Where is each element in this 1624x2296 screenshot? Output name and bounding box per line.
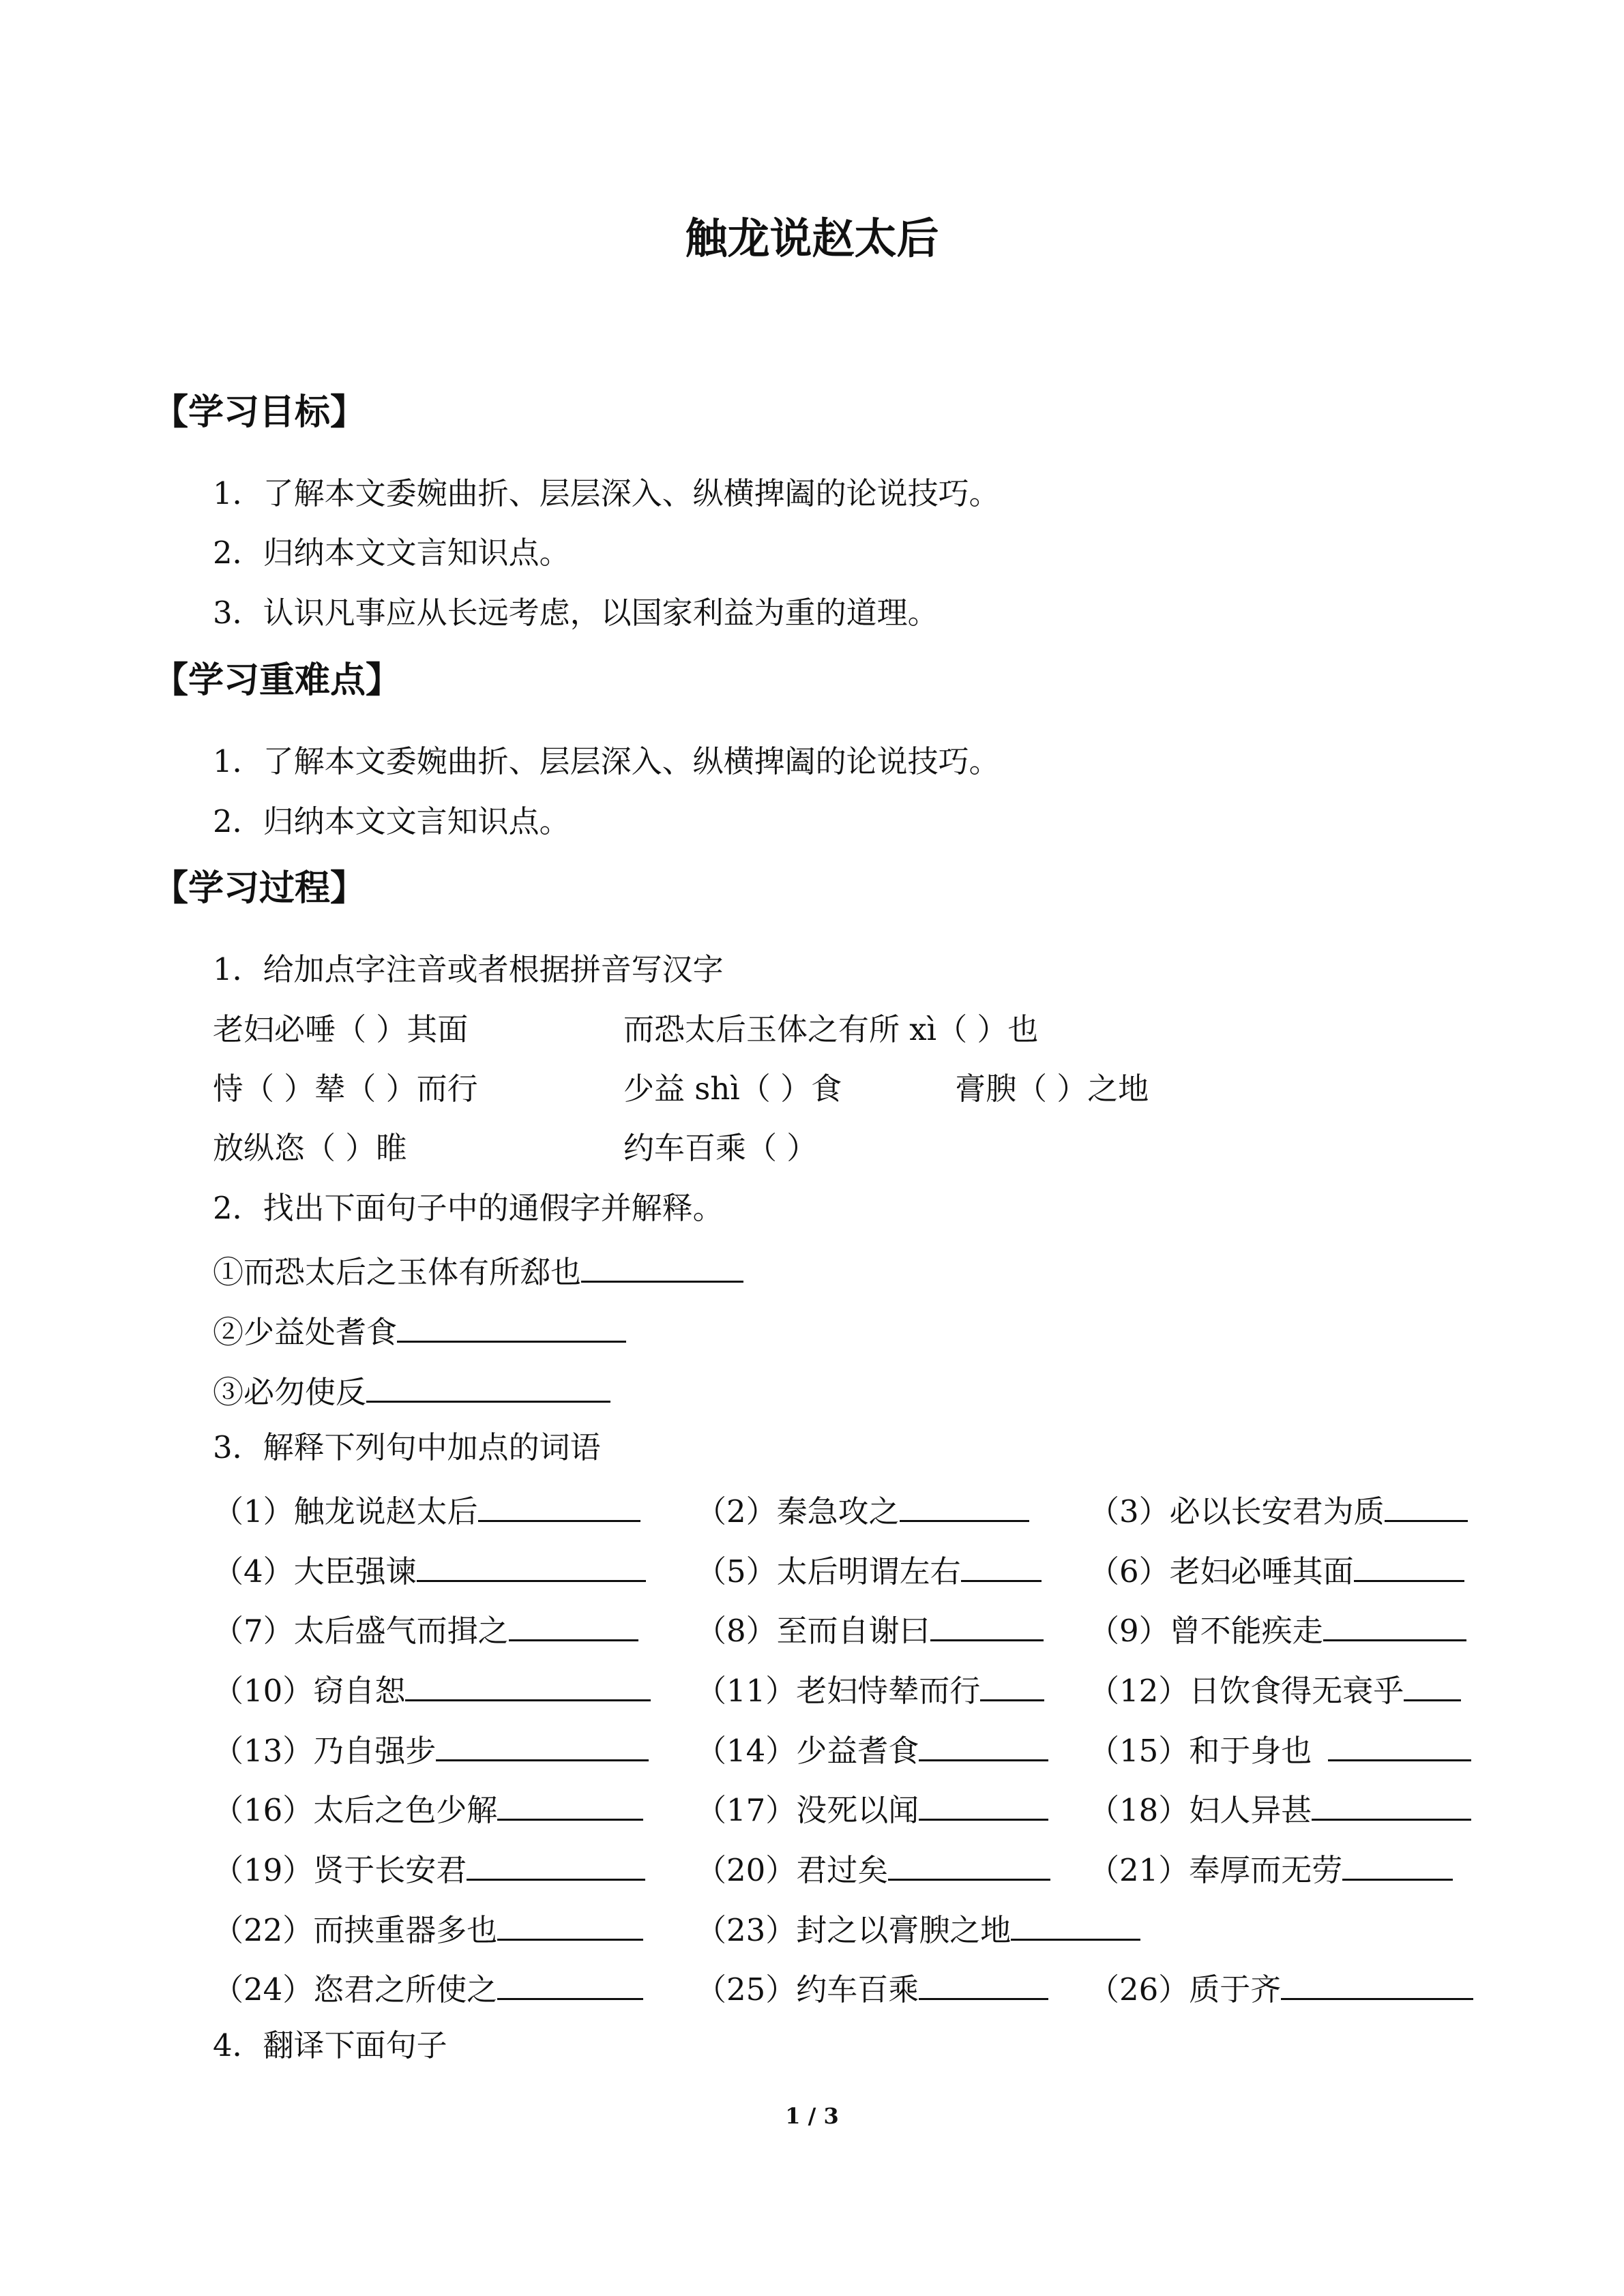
answer-blank[interactable] — [919, 1965, 1048, 2000]
fill-item — [213, 1368, 610, 1413]
word-item — [1089, 1667, 1461, 1712]
word-item-text: （14）少益耆食 — [696, 1733, 919, 1769]
fill-item-text: ②少益处耆食 — [213, 1314, 398, 1350]
word-item-text: （19）贤于长安君 — [213, 1852, 467, 1888]
word-item-text: （11）老妇恃辇而行 — [696, 1673, 981, 1709]
word-item-text: （17）没死以闻 — [696, 1792, 919, 1828]
word-item — [213, 1607, 638, 1652]
word-item-text: （26）质于齐 — [1089, 1971, 1282, 2008]
answer-blank[interactable] — [417, 1547, 646, 1582]
word-item-text: （3）必以长安君为质 — [1089, 1493, 1385, 1530]
word-item — [213, 1727, 649, 1772]
fill-item-text: ③必勿使反 — [213, 1374, 367, 1410]
word-item — [696, 1786, 1048, 1831]
word-item-text: （9）曾不能疾走 — [1089, 1613, 1323, 1649]
answer-blank[interactable] — [980, 1667, 1044, 1701]
word-item — [696, 1547, 1042, 1592]
word-item — [1089, 1487, 1468, 1532]
pinyin-item: 约车百乘（ ） — [623, 1130, 818, 1166]
word-item — [213, 1846, 645, 1891]
page-number: 1 / 3 — [785, 2103, 839, 2129]
word-item-text: （5）太后明谓左右 — [696, 1553, 961, 1590]
question-1-prompt: 1．给加点字注音或者根据拼音写汉字 — [213, 951, 724, 987]
question-2-prompt: 2．找出下面句子中的通假字并解释。 — [213, 1190, 724, 1226]
word-item — [213, 1906, 643, 1951]
word-item — [1089, 1965, 1473, 2010]
word-item — [1089, 1727, 1471, 1772]
answer-blank[interactable] — [497, 1786, 643, 1821]
word-item — [1089, 1607, 1466, 1652]
word-item — [1089, 1786, 1471, 1831]
word-item — [696, 1727, 1048, 1772]
answer-blank[interactable] — [900, 1487, 1029, 1522]
word-item-text: （13）乃自强步 — [213, 1733, 437, 1769]
word-item-text: （12）日饮食得无衰乎 — [1089, 1673, 1404, 1709]
pinyin-item: 老妇必唾（ ）其面 — [213, 1011, 469, 1047]
answer-blank[interactable] — [919, 1786, 1048, 1821]
answer-blank[interactable] — [1328, 1727, 1471, 1761]
objective-item: 2．归纳本文文言知识点。 — [213, 535, 570, 571]
answer-blank[interactable] — [1312, 1786, 1471, 1821]
word-item-text: （15）和于身也 — [1089, 1733, 1312, 1769]
word-item-text: （25）约车百乘 — [696, 1971, 919, 2008]
pinyin-item: 放纵恣（ ）睢 — [213, 1130, 407, 1166]
word-item — [696, 1906, 1140, 1951]
question-3-prompt: 3．解释下列句中加点的词语 — [213, 1429, 601, 1465]
word-item-text: （24）恣君之所使之 — [213, 1971, 498, 2008]
word-item — [213, 1667, 651, 1712]
objective-item: 3．认识凡事应从长远考虑，以国家利益为重的道理。 — [213, 595, 939, 631]
word-item-text: （7）太后盛气而揖之 — [213, 1613, 509, 1649]
objective-item: 1．了解本文委婉曲折、层层深入、纵横捭阖的论说技巧。 — [213, 475, 1000, 511]
answer-blank[interactable] — [497, 1965, 643, 2000]
fill-item — [213, 1308, 626, 1353]
answer-blank[interactable] — [930, 1607, 1044, 1641]
page-title: 触龙说赵太后 — [685, 213, 939, 263]
answer-blank[interactable] — [509, 1607, 638, 1641]
answer-blank[interactable] — [1323, 1607, 1466, 1641]
answer-blank[interactable] — [1404, 1667, 1461, 1701]
word-item — [696, 1667, 1044, 1712]
word-item-text: （16）太后之色少解 — [213, 1792, 498, 1828]
word-item-text: （22）而挟重器多也 — [213, 1912, 498, 1948]
word-item-text: （4）大臣强谏 — [213, 1553, 417, 1590]
key-point-item: 1．了解本文委婉曲折、层层深入、纵横捭阖的论说技巧。 — [213, 743, 1000, 779]
word-item — [213, 1965, 643, 2010]
answer-blank[interactable] — [405, 1667, 651, 1701]
word-item-text: （23）封之以膏腴之地 — [696, 1912, 1012, 1948]
pinyin-item: 少益 shì（ ）食 — [623, 1071, 842, 1107]
question-4-prompt: 4．翻译下面句子 — [213, 2027, 447, 2063]
answer-blank[interactable] — [581, 1248, 743, 1283]
objectives-heading: 【学习目标】 — [153, 391, 366, 433]
pinyin-item: 而恐太后玉体之有所 xì（ ）也 — [623, 1011, 1039, 1047]
word-item — [213, 1786, 643, 1831]
pinyin-item: 恃（ ）辇（ ）而行 — [213, 1071, 478, 1107]
word-item — [696, 1487, 1029, 1532]
answer-blank[interactable] — [436, 1727, 649, 1761]
word-item-text: （2）秦急攻之 — [696, 1493, 900, 1530]
key-points-heading: 【学习重难点】 — [153, 659, 402, 701]
word-item — [696, 1846, 1050, 1891]
answer-blank[interactable] — [497, 1906, 643, 1941]
fill-item-text: ①而恐太后之玉体有所郄也 — [213, 1254, 582, 1290]
process-heading: 【学习过程】 — [153, 867, 366, 909]
word-item — [1089, 1547, 1464, 1592]
answer-blank[interactable] — [961, 1547, 1042, 1582]
answer-blank[interactable] — [1011, 1906, 1140, 1941]
answer-blank[interactable] — [888, 1846, 1050, 1881]
answer-blank[interactable] — [1342, 1846, 1453, 1881]
answer-blank[interactable] — [1281, 1965, 1473, 2000]
word-item-text: （20）君过矣 — [696, 1852, 889, 1888]
pinyin-item: 膏腴（ ）之地 — [955, 1071, 1149, 1107]
answer-blank[interactable] — [478, 1487, 640, 1522]
answer-blank[interactable] — [919, 1727, 1048, 1761]
word-item-text: （21）奉厚而无劳 — [1089, 1852, 1343, 1888]
answer-blank[interactable] — [1385, 1487, 1468, 1522]
word-item — [1089, 1846, 1453, 1891]
word-item-text: （8）至而自谢曰 — [696, 1613, 930, 1649]
answer-blank[interactable] — [397, 1308, 626, 1343]
key-point-item: 2．归纳本文文言知识点。 — [213, 803, 570, 839]
word-item-text: （1）触龙说赵太后 — [213, 1493, 478, 1530]
word-item — [213, 1547, 646, 1592]
word-item — [696, 1607, 1044, 1652]
word-item — [213, 1487, 640, 1532]
fill-item — [213, 1248, 743, 1293]
answer-blank[interactable] — [467, 1846, 645, 1881]
word-item-text: （10）窃自恕 — [213, 1673, 406, 1709]
word-item-text: （18）妇人异甚 — [1089, 1792, 1312, 1828]
word-item-text: （6）老妇必唾其面 — [1089, 1553, 1354, 1590]
answer-blank[interactable] — [1354, 1547, 1464, 1582]
word-item — [696, 1965, 1048, 2010]
answer-blank[interactable] — [366, 1368, 610, 1403]
